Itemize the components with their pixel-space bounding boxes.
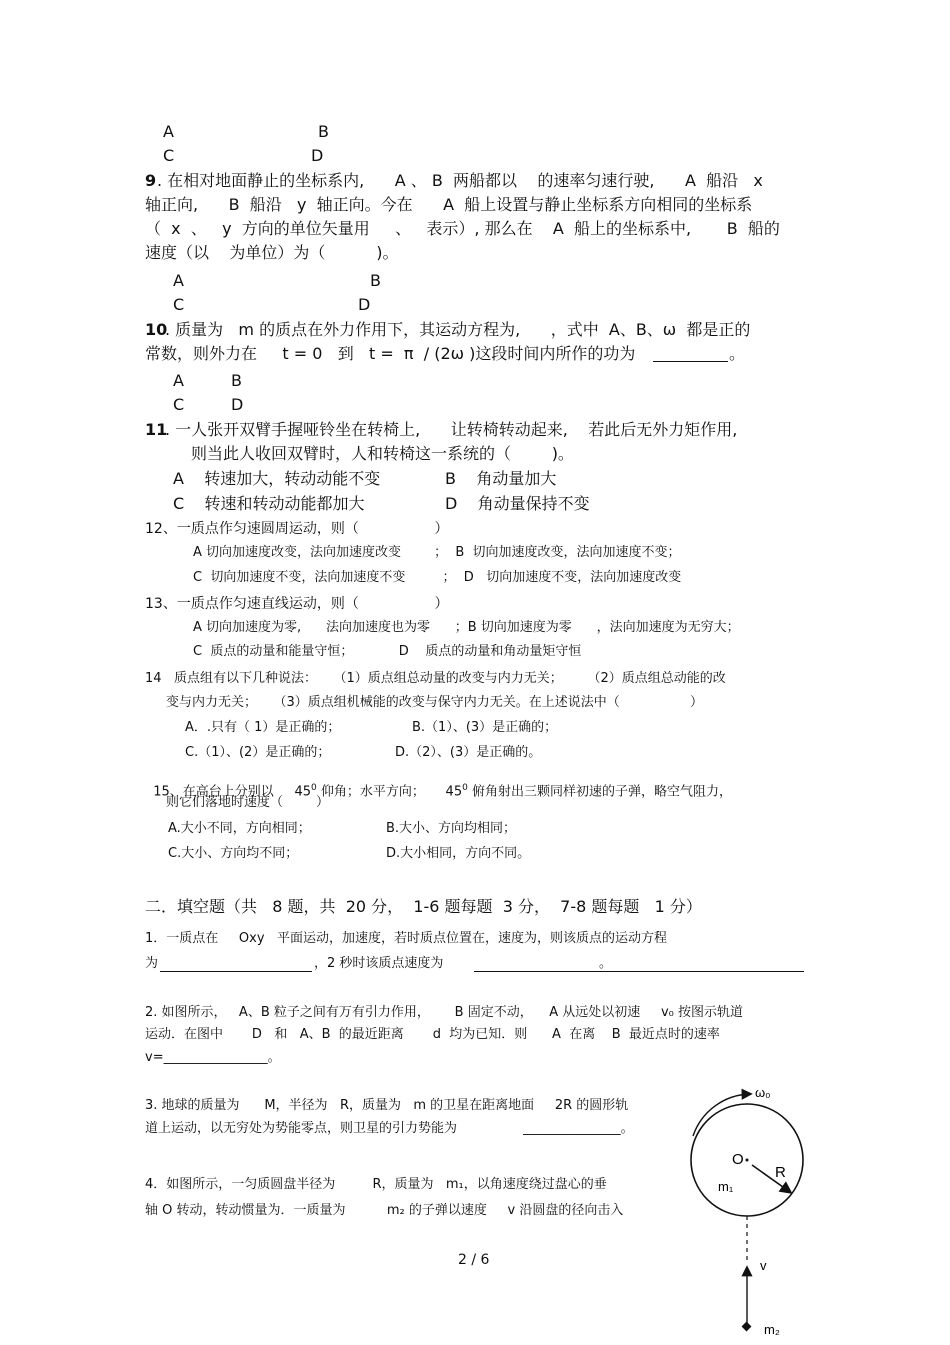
q14-option-d: D.（2）、(3）是正确的。: [395, 745, 542, 760]
disk-bullet-figure: [680, 1080, 810, 1342]
fill1-blank-equation[interactable]: [160, 971, 312, 972]
q10-line-2: 常数，则外力在 t = 0 到 t = π / (2ω )这段时间内所作的功为: [145, 344, 636, 363]
q14-option-a: A．.只有（ 1）是正确的；: [185, 720, 341, 735]
q15-line-1c: 俯角射出三颗同样初速的子弹，略空气阻力，: [467, 784, 732, 800]
q14-line-2: 变与内力无关； （3）质点组机械能的改变与保守内力无关。在上述说法中（ ）: [166, 695, 704, 710]
q15-line-1b: 仰角；水平方向； 45: [316, 784, 463, 800]
q10-number: 10: [145, 320, 168, 339]
q14-option-c: C.（1）、(2）是正确的；: [185, 745, 331, 760]
q13-options-ab: A 切向加速度为零, 法向加速度也为零 ；B 切向加速度为零 ，法向加速度为无穷大；: [193, 620, 740, 635]
q12-options-ab: A 切向加速度改变，法向加速度改变 ； B 切向加速度改变，法向加速度不变；: [193, 545, 681, 560]
q15-option-a: A.大小不同，方向相同；: [168, 821, 311, 836]
q8-option-d: D: [311, 146, 324, 165]
q13-stem: 13、一质点作匀速直线运动，则（ ）: [145, 596, 449, 612]
q9-line-4: 速度（以 为单位）为（ )。: [145, 243, 399, 262]
q15-sup-1: 0: [311, 783, 317, 793]
center-label: O: [732, 1151, 744, 1168]
q9-line-2: 轴正向, B 船沿 y 轴正向。今在 A 船上设置与静止坐标系方向相同的坐标系: [145, 195, 753, 214]
q9-line-3: （ x 、 y 方向的单位矢量用 、 表示）, 那么在 A 船上的坐标系中, B 船的: [145, 219, 780, 238]
q10-option-c: C: [173, 395, 185, 414]
fill3-line-1: 3. 地球的质量为 M，半径为 R，质量为 m 的卫星在距离地面 2R 的圆形轨: [145, 1098, 629, 1113]
q15-option-b: B.大小、方向均相同；: [386, 821, 517, 836]
q11-option-a: A 转速加大，转动动能不变: [173, 469, 381, 488]
q15-option-d: D.大小相同，方向不同。: [386, 846, 531, 861]
q13-options-cd: C 质点的动量和能量守恒； D 质点的动量和角动量矩守恒: [193, 644, 582, 659]
q10-option-d: D: [231, 395, 244, 414]
q15-sup-2: 0: [462, 783, 468, 793]
page-number: 2 / 6: [458, 1252, 490, 1268]
q11-line-1: . 一人张开双臂手握哑铃坐在转椅上, 让转椅转动起来, 若此后无外力矩作用,: [165, 420, 738, 439]
q12-stem: 12、一质点作匀速圆周运动，则（ ）: [145, 521, 449, 537]
velocity-label: v: [760, 1258, 767, 1273]
q15-line-2: 则它们落地时速度（ ）: [166, 795, 330, 810]
bullet-mass-label: m₂: [764, 1322, 780, 1337]
q14-option-b: B.（1）、(3）是正确的；: [412, 720, 558, 735]
q10-line-2-tail: 。: [729, 344, 746, 363]
q10-answer-blank[interactable]: [653, 361, 728, 362]
bullet-icon: [742, 1322, 752, 1332]
q9-line-1: . 在相对地面静止的坐标系内, A 、 B 两船都以 的速率匀速行驶, A 船沿 x: [157, 171, 763, 190]
q8-option-c: C: [163, 146, 175, 165]
fill4-line-2: 轴 O 转动，转动惯量为．一质量为 m₂ 的子弹以速度 v 沿圆盘的径向击入: [145, 1203, 624, 1218]
center-dot: [746, 1159, 749, 1162]
q9-number: 9: [145, 171, 157, 190]
fill1-blank-velocity[interactable]: [474, 971, 804, 972]
omega-label: ω₀: [755, 1085, 771, 1100]
q10-option-b: B: [231, 371, 242, 390]
q9-option-d: D: [358, 295, 371, 314]
fill1-line-1: 1．一质点在 Oxy 平面运动，加速度，若时质点位置在，速度为，则该质点的运动方程: [145, 931, 667, 946]
fill4-line-1: 4．如图所示，一匀质圆盘半径为 R，质量为 m₁，以角速度绕过盘心的垂: [145, 1177, 607, 1192]
q10-option-a: A: [173, 371, 184, 390]
q8-option-a: A: [163, 122, 174, 141]
q10-line-1: . 质量为 m 的质点在外力作用下，其运动方程为, ，式中 A、B、ω 都是正的: [165, 320, 751, 339]
q14-line-1: 14 质点组有以下几种说法： （1）质点组总动量的改变与内力无关； （2）质点组总动能的改: [145, 671, 726, 686]
q9-option-a: A: [173, 271, 184, 290]
q11-number: 11: [145, 420, 168, 439]
section-2-title: 二．填空题（共 8 题，共 20 分， 1-6 题每题 3 分， 7-8 题每题 1 分）: [145, 897, 702, 916]
fill3-line-2: 道上运动，以无穷处为势能零点，则卫星的引力势能为 _______________。: [145, 1121, 634, 1136]
q11-option-b: B 角动量加大: [445, 469, 557, 488]
q9-option-b: B: [370, 271, 381, 290]
q15-line-1a: 15、在高台上分别以 45: [153, 784, 312, 800]
disk-mass-label: m₁: [718, 1179, 734, 1194]
q11-option-c: C 转速和转动动能都加大: [173, 494, 365, 513]
fill2-line-3: v=________________。: [145, 1050, 281, 1065]
fill2-line-1: 2. 如图所示， A、B 粒子之间有万有引力作用， B 固定不动， A 从远处以初速 v₀ 按图示轨道: [145, 1005, 743, 1020]
q11-line-2: 则当此人收回双臂时，人和转椅这一系统的（ )。: [191, 444, 574, 463]
q15-option-c: C.大小、方向均不同；: [168, 846, 299, 861]
rotation-arrow-icon: [693, 1094, 750, 1136]
fill1-mid: ，2 秒时该质点速度为: [314, 956, 444, 971]
q12-options-cd: C 切向加速度不变，法向加速度不变 ； D 切向加速度不变，法向加速度改变: [193, 570, 682, 585]
radius-label: R: [775, 1164, 786, 1181]
q9-option-c: C: [173, 295, 185, 314]
fill1-pre: 为: [145, 956, 159, 971]
q11-option-d: D 角动量保持不变: [445, 494, 590, 513]
fill1-end: 。: [599, 956, 613, 971]
q8-option-b: B: [318, 122, 329, 141]
fill2-line-2: 运动．在图中 D 和 A、B 的最近距离 d 均为已知．则 A 在离 B 最近点时的速率: [145, 1027, 720, 1042]
